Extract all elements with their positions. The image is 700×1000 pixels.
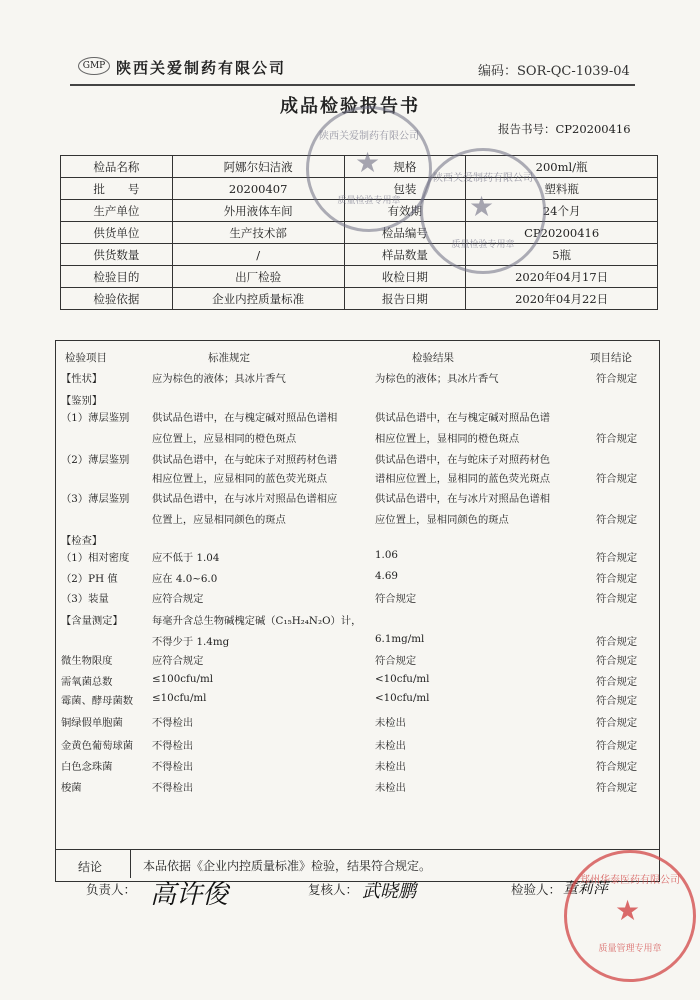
info-label: 检品编号 — [344, 222, 466, 244]
row-std: 应不低于 1.04 — [152, 552, 220, 564]
row-item: （3）装量 — [61, 593, 109, 605]
row-std: 位置上，应显相同颜色的斑点 — [152, 514, 286, 526]
stamp-text: 郑州华泰医药有限公司 — [580, 875, 680, 886]
row-item: 微生物限度 — [61, 655, 113, 667]
row-res: 供试品色谱中，在与蛇床子对照药材色 — [375, 454, 551, 466]
info-value: 2020年04月17日 — [466, 266, 658, 288]
row-std: 供试品色谱中，在与槐定碱对照品色谱相 — [152, 412, 338, 424]
conclusion-vline — [130, 849, 131, 878]
row-item: 需氧菌总数 — [61, 676, 113, 688]
info-label: 供货单位 — [61, 222, 173, 244]
header-standard: 标准规定 — [208, 352, 250, 364]
row-con: 符合规定 — [596, 514, 638, 526]
info-row — [61, 266, 658, 288]
row-con: 符合规定 — [596, 373, 638, 385]
row-con: 符合规定 — [596, 636, 638, 648]
info-row — [61, 244, 658, 266]
row-con: 符合规定 — [596, 433, 638, 445]
row-con: 符合规定 — [596, 717, 638, 729]
row-item: （3）薄层鉴别 — [61, 493, 130, 505]
info-value: 塑料瓶 — [466, 178, 658, 200]
responsible-signature: 高许俊 — [150, 880, 229, 910]
row-con: 符合规定 — [596, 655, 638, 667]
report-number: 报告书号：CP20200416 — [498, 122, 631, 136]
row-std: 不得检出 — [152, 717, 194, 729]
row-res: 未检出 — [375, 717, 406, 729]
info-label: 检验目的 — [61, 266, 173, 288]
row-con: 符合规定 — [596, 473, 638, 485]
info-value: 2020年04月22日 — [466, 288, 658, 310]
stamp-text: 陕西关爱制药有限公司 — [433, 173, 533, 184]
row-std: 不得检出 — [152, 740, 194, 752]
row-std: 应在 4.0~6.0 — [152, 573, 218, 585]
header-item: 检验项目 — [65, 352, 107, 364]
info-value: 生产技术部 — [172, 222, 344, 244]
company-quality-stamp-2 — [420, 148, 546, 274]
info-value: CP20200416 — [466, 222, 658, 244]
company-logo: GMP — [78, 57, 110, 75]
company-quality-stamp — [306, 106, 432, 232]
inspector-signature: 董莉萍 — [563, 879, 609, 897]
header-result: 检验结果 — [412, 352, 454, 364]
row-item: 金黄色葡萄球菌 — [61, 740, 134, 752]
info-value: 200ml/瓶 — [466, 156, 658, 178]
info-label: 样品数量 — [344, 244, 466, 266]
conclusion-text: 本品依据《企业内控质量标准》检验，结果符合规定。 — [143, 859, 432, 873]
stamp-text: 陕西关爱制药有限公司 — [319, 131, 419, 142]
inspector-label: 检验人： — [511, 882, 562, 897]
row-item: 白色念珠菌 — [61, 761, 113, 773]
row-std: 相应位置上，应显相同的蓝色荧光斑点 — [152, 473, 328, 485]
info-label: 检品名称 — [61, 156, 173, 178]
info-value: 20200407 — [172, 178, 344, 200]
row-res: 未检出 — [375, 761, 406, 773]
row-res: 符合规定 — [375, 593, 417, 605]
conclusion-label: 结论 — [78, 860, 103, 874]
test-results-box — [55, 340, 660, 882]
row-item: 【含量测定】 — [61, 615, 123, 627]
row-std: 供试品色谱中，在与冰片对照品色谱相应 — [152, 493, 338, 505]
row-con: 符合规定 — [596, 573, 638, 585]
row-std: 应符合规定 — [152, 593, 204, 605]
row-item: （2）PH 值 — [61, 573, 118, 585]
row-res: 未检出 — [375, 740, 406, 752]
stamp-star-icon: ★ — [469, 190, 495, 223]
row-std: ≤100cfu/ml — [152, 673, 214, 685]
reviewer-label: 复核人： — [308, 882, 359, 897]
info-label: 有效期 — [344, 200, 466, 222]
reviewer-signature: 武晓鹏 — [362, 881, 416, 902]
stamp-subtext: 质量管理专用章 — [598, 944, 662, 954]
info-value: 阿娜尔妇洁液 — [172, 156, 344, 178]
info-row — [61, 288, 658, 310]
row-res: 1.06 — [375, 549, 398, 561]
row-std: 供试品色谱中，在与蛇床子对照药材色谱 — [152, 454, 338, 466]
stamp-subtext: 质量检验专用章 — [451, 240, 515, 250]
row-std: 每毫升含总生物碱槐定碱（C₁₅H₂₄N₂O）计， — [152, 615, 362, 627]
row-item: （2）薄层鉴别 — [61, 454, 130, 466]
row-item: 梭菌 — [61, 782, 82, 794]
document-code: 编码：SOR-QC-1039-04 — [478, 64, 630, 79]
row-item: （1）薄层鉴别 — [61, 412, 130, 424]
info-label: 生产单位 — [61, 200, 173, 222]
row-res: 4.69 — [375, 570, 398, 582]
info-value: 外用液体车间 — [172, 200, 344, 222]
stamp-subtext: 质量检验专用章 — [337, 196, 401, 206]
responsible-label: 负责人： — [86, 882, 137, 897]
row-con: 符合规定 — [596, 740, 638, 752]
row-res: 供试品色谱中，在与槐定碱对照品色谱 — [375, 412, 551, 424]
row-std: 不得少于 1.4mg — [152, 636, 230, 648]
company-name: 陕西关爱制药有限公司 — [116, 59, 287, 77]
info-label: 规格 — [344, 156, 466, 178]
info-value: / — [172, 244, 344, 266]
row-res: 谱相应位置上，显相同的蓝色荧光斑点 — [375, 473, 551, 485]
row-con: 符合规定 — [596, 761, 638, 773]
info-value: 24个月 — [466, 200, 658, 222]
conclusion-divider — [55, 849, 659, 850]
row-std: 应符合规定 — [152, 655, 204, 667]
row-res: 供试品色谱中，在与冰片对照品色谱相 — [375, 493, 551, 505]
row-std: ≤10cfu/ml — [152, 692, 207, 704]
row-item: 【检查】 — [61, 535, 103, 547]
row-con: 符合规定 — [596, 695, 638, 707]
row-con: 符合规定 — [596, 782, 638, 794]
info-value: 企业内控质量标准 — [172, 288, 344, 310]
info-label: 收检日期 — [344, 266, 466, 288]
header-conclusion: 项目结论 — [590, 352, 632, 364]
info-label: 包装 — [344, 178, 466, 200]
row-item: 【鉴别】 — [61, 395, 103, 407]
row-res: 未检出 — [375, 782, 406, 794]
row-res: 应位置上，显相同颜色的斑点 — [375, 514, 509, 526]
row-std: 不得检出 — [152, 761, 194, 773]
row-item: 铜绿假单胞菌 — [61, 717, 123, 729]
stamp-star-icon: ★ — [355, 146, 381, 179]
row-item: （1）相对密度 — [61, 552, 130, 564]
document-title: 成品检验报告书 — [280, 96, 420, 117]
row-con: 符合规定 — [596, 593, 638, 605]
info-value: 5瓶 — [466, 244, 658, 266]
row-res: <10cfu/ml — [375, 673, 430, 685]
row-item: 霉菌、酵母菌数 — [61, 695, 134, 707]
row-res: <10cfu/ml — [375, 692, 430, 704]
row-res: 6.1mg/ml — [375, 633, 425, 645]
row-std: 不得检出 — [152, 782, 194, 794]
info-label: 检验依据 — [61, 288, 173, 310]
hospital-quality-stamp — [564, 850, 696, 982]
row-item: 【性状】 — [61, 373, 103, 385]
info-label: 供货数量 — [61, 244, 173, 266]
row-con: 符合规定 — [596, 676, 638, 688]
stamp-star-icon: ★ — [615, 894, 641, 927]
row-std: 应为棕色的液体；具冰片香气 — [152, 373, 286, 385]
info-label: 批 号 — [61, 178, 173, 200]
row-res: 相应位置上，显相同的橙色斑点 — [375, 433, 520, 445]
info-label: 报告日期 — [344, 288, 466, 310]
row-std: 应位置上，应显相同的橙色斑点 — [152, 433, 297, 445]
row-res: 符合规定 — [375, 655, 417, 667]
row-res: 为棕色的液体；具冰片香气 — [375, 373, 499, 385]
info-value: 出厂检验 — [172, 266, 344, 288]
row-con: 符合规定 — [596, 552, 638, 564]
header-divider — [70, 84, 635, 86]
